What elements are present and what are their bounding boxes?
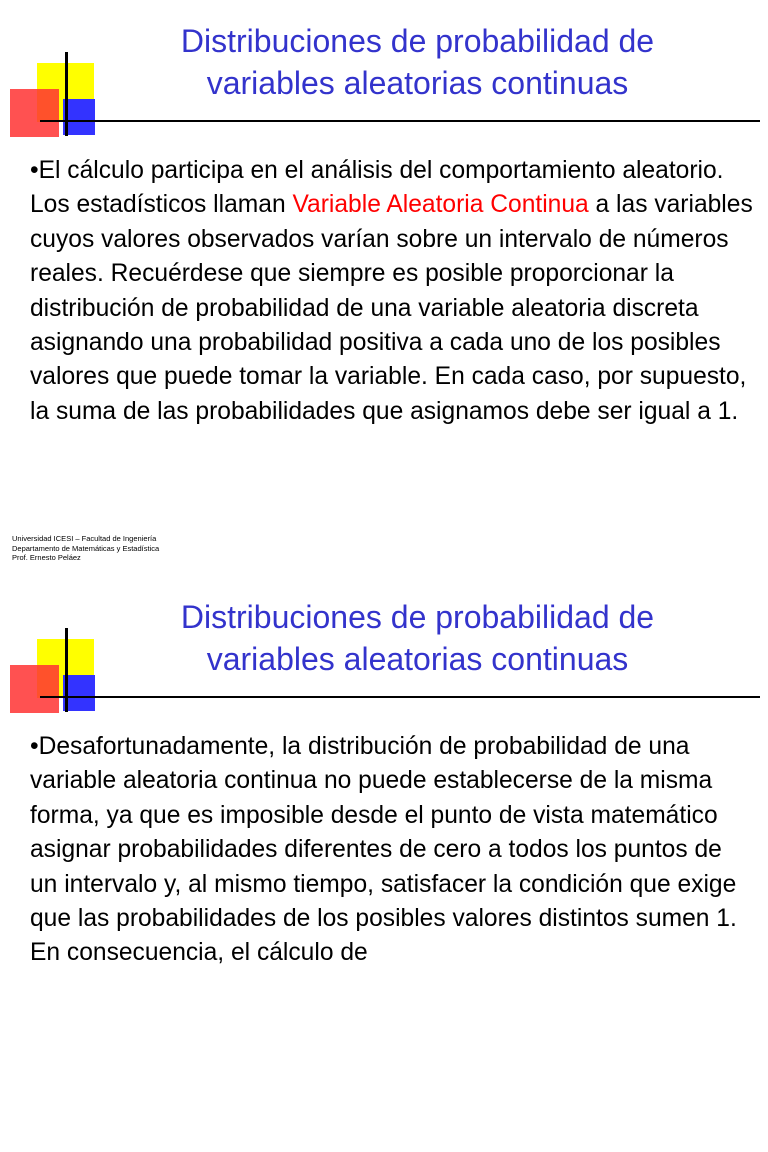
- title-underline: [40, 120, 760, 122]
- highlighted-term: Variable Aleatoria Continua: [292, 191, 589, 219]
- footer-line-1: Universidad ICESI – Facultad de Ingeniería: [12, 534, 157, 543]
- logo-red-square: [10, 665, 59, 713]
- slide-title: [115, 20, 720, 104]
- logo-red-square: [10, 89, 59, 137]
- slide-title-line-2: variables aleatorias continuas: [206, 641, 629, 677]
- logo-vertical-line: [65, 52, 68, 136]
- slide-logo-icon: [10, 20, 100, 138]
- slide-2: [0, 576, 768, 1152]
- slide-title-line-2: variables aleatorias continuas: [206, 65, 629, 101]
- slide-title: [115, 596, 720, 680]
- body-text-part-2: a las variables cuyos valores observados varían sobre un intervalo de números reales. Recuérdese que siempre es posible proporcionar la distribución de probabilidad de una variable aleatoria discreta asignando una probabilidad positiva a cada uno de los posibles valores que puede tomar la variable. En cada caso, por supuesto, la suma de las probabilidades que asignamos debe ser igual a 1.: [30, 191, 753, 425]
- slide-logo-icon: [10, 596, 100, 714]
- body-text-part-1: •El cálculo participa en el análisis del comportamiento aleatorio. Los estadísticos llaman: [30, 157, 724, 219]
- logo-vertical-line: [65, 628, 68, 712]
- footer-line-2: Departamento de Matemáticas y Estadística: [12, 543, 160, 553]
- footer-line-3: Prof. Ernesto Peláez: [12, 553, 81, 562]
- slide-body: [30, 154, 755, 429]
- slide-footer: [12, 534, 272, 563]
- title-underline: [40, 696, 760, 698]
- slide-body: •Desafortunadamente, la distribución de probabilidad de una variable aleatoria continua no puede establecerse de la misma forma, ya que es imposible desde el punto de vista matemático asignar probabilidades diferentes de cero a todos los puntos de un intervalo y, al mismo tiempo, satisfacer la condición que exige que las probabilidades de los posibles valores distintos sumen 1. En consecuencia, el cálculo de: [30, 733, 737, 967]
- slide-title-line-1: Distribuciones de probabilidad de: [180, 599, 655, 635]
- slide-title-line-1: Distribuciones de probabilidad de: [180, 23, 655, 59]
